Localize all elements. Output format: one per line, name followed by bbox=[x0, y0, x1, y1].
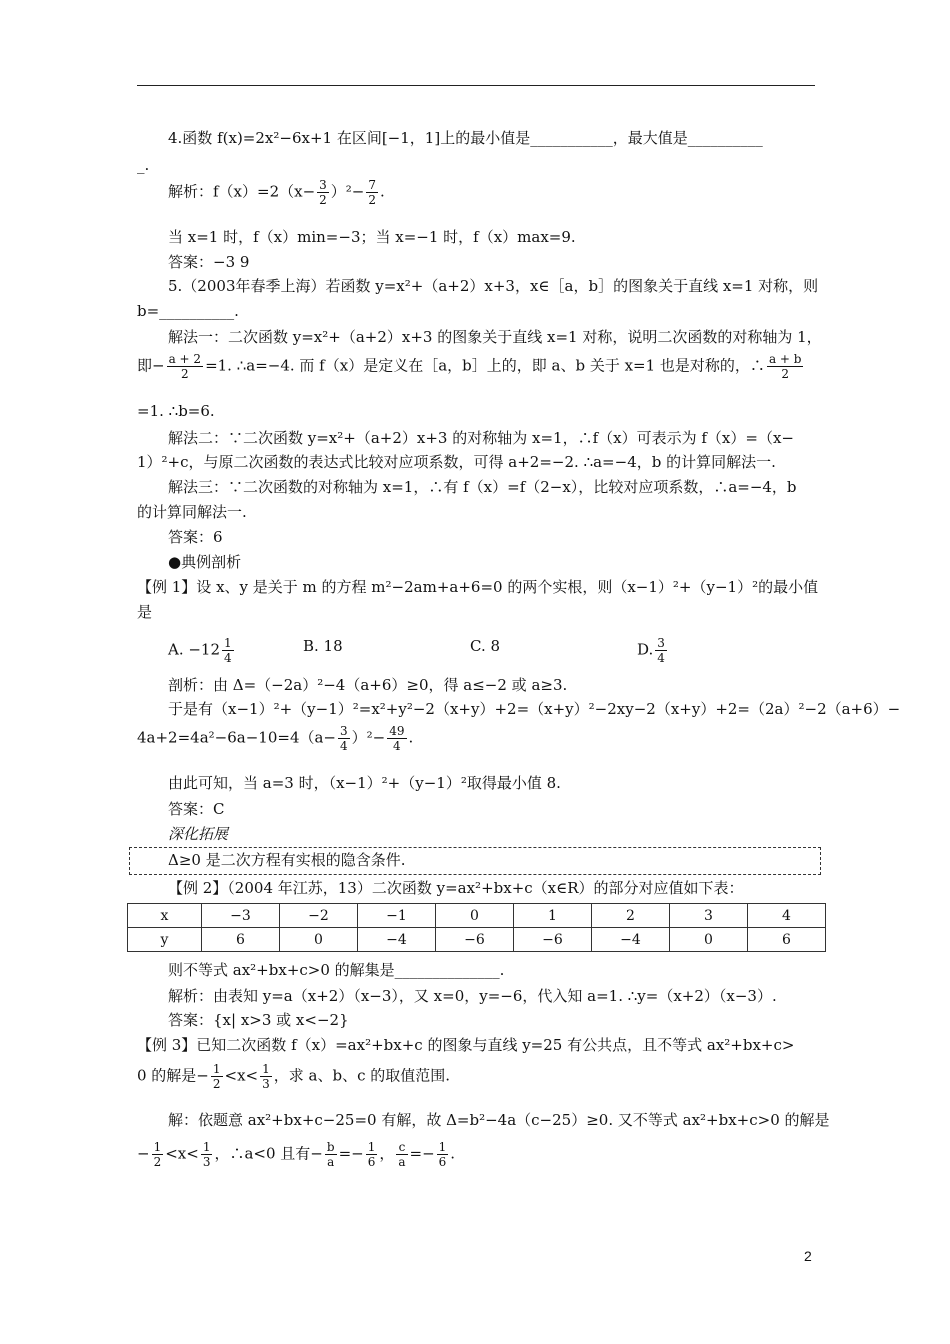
fraction: $\frac{3}{4}$ bbox=[340, 724, 348, 753]
table-row bbox=[128, 904, 826, 928]
table-cell: −4 bbox=[592, 928, 670, 952]
fraction: $\frac{a + 2}{2}$ bbox=[168, 352, 202, 381]
fraction: $\frac{7}{2}$ bbox=[368, 178, 377, 207]
value-table bbox=[127, 903, 826, 952]
fraction: $\frac{1}{2}$ bbox=[212, 1062, 221, 1091]
table-cell: −1 bbox=[358, 904, 436, 928]
table-cell: 0 bbox=[670, 928, 748, 952]
ex2-question: 【例 2】（2004 年江苏，13）二次函数 y=ax²+bx+c（x∈R）的部分对应值如下表： bbox=[168, 879, 744, 897]
q5-question: 5.（2003年春季上海）若函数 y=x²+（a+2）x+3，x∈［a，b］的图象关于直线 x=1 对称，则 bbox=[168, 277, 819, 295]
table-cell: 6 bbox=[748, 928, 826, 952]
ex1-analysis-line3: 4a+2=4a²−6a−10=4（a− $\frac{3}{4}$ ）²− $\frac{49}{4}$ . bbox=[137, 724, 414, 753]
q5-method1-line2: 即− $\frac{a + 2}{2}$ =1. ∴a=−4. 而 f（x）是定义在［a，b］上的，即 a、b 关于 x=1 也是对称的，∴ $\frac{a + b}{2}$ bbox=[137, 352, 802, 381]
fraction: $\frac{1}{6}$ bbox=[438, 1140, 447, 1169]
q4-question-cont: _. bbox=[137, 156, 150, 174]
header-rule bbox=[137, 85, 815, 86]
q5-method2-line2: 1）²+c，与原二次函数的表达式比较对应项系数，可得 a+2=−2. ∴a=−4，b 的计算同解法一. bbox=[137, 453, 776, 471]
ex3-question-cont: 0 的解是− $\frac{1}{2}$ <x< $\frac{1}{3}$ ，求 a、b、c 的取值范围. bbox=[137, 1062, 451, 1091]
ex1-option-c: C. 8 bbox=[470, 637, 501, 655]
table-cell: 3 bbox=[670, 904, 748, 928]
q4-answer: 答案：−3 9 bbox=[168, 253, 250, 271]
ex1-analysis-line2: 于是有（x−1）²+（y−1）²=x²+y²−2（x+y）+2=（x+y）²−2xy−2（x+y）+2=（2a）²−2（a+6）− bbox=[168, 700, 901, 718]
table-cell: 2 bbox=[592, 904, 670, 928]
deepen-title: 深化拓展 bbox=[168, 825, 229, 843]
ex1-question: 【例 1】设 x、y 是关于 m 的方程 m²−2am+a+6=0 的两个实根，则（x−1）²+（y−1）²的最小值 bbox=[137, 578, 819, 596]
table-cell: −3 bbox=[202, 904, 280, 928]
table-cell: −2 bbox=[280, 904, 358, 928]
ex3-question: 【例 3】已知二次函数 f（x）=ax²+bx+c 的图象与直线 y=25 有公共点，且不等式 ax²+bx+c> bbox=[137, 1036, 795, 1054]
table-cell: 0 bbox=[280, 928, 358, 952]
q5-method3-line2: 的计算同解法一. bbox=[137, 503, 247, 521]
fraction: $\frac{1}{6}$ bbox=[367, 1140, 376, 1169]
ex3-solution-line2: − $\frac{1}{2}$ <x< $\frac{1}{3}$ ，∴a<0 且有− $\frac{b}{a}$ =− $\frac{1}{6}$ ， $\frac{c}{a}$ =− $\frac{1}{6}$ . bbox=[137, 1140, 456, 1169]
fraction: $\frac{b}{a}$ bbox=[326, 1140, 335, 1169]
ex3-solution-line1: 解：依题意 ax²+bx+c−25=0 有解，故 Δ=b²−4a（c−25）≥0. 又不等式 ax²+bx+c>0 的解是 bbox=[168, 1111, 830, 1129]
ex1-option-a: A. −12 $\frac{1}{4}$ bbox=[168, 636, 232, 665]
q5-method2-line1: 解法二：∵二次函数 y=x²+（a+2）x+3 的对称轴为 x=1，∴f（x）可表示为 f（x）=（x− bbox=[168, 429, 794, 447]
fraction: $\frac{1}{3}$ bbox=[202, 1140, 211, 1169]
table-cell: −6 bbox=[436, 928, 514, 952]
table-cell: x bbox=[128, 904, 202, 928]
q5-method1-line3: =1. ∴b=6. bbox=[137, 402, 215, 420]
ex2-answer: 答案：{x| x>3 或 x<−2} bbox=[168, 1011, 349, 1029]
table-cell: −4 bbox=[358, 928, 436, 952]
ex1-option-b: B. 18 bbox=[303, 637, 343, 655]
section-title: ●典例剖析 bbox=[168, 553, 242, 571]
q5-question-cont: b=__________. bbox=[137, 302, 239, 320]
deepen-box-text: Δ≥0 是二次方程有实根的隐含条件. bbox=[168, 851, 406, 869]
q5-method1-line1: 解法一：二次函数 y=x²+（a+2）x+3 的图象关于直线 x=1 对称，说明二次函数的对称轴为 1， bbox=[168, 328, 822, 346]
table-row bbox=[128, 928, 826, 952]
table-cell: 4 bbox=[748, 904, 826, 928]
q4-question: 4.函数 f(x)=2x²−6x+1 在区间[−1，1]上的最小值是___________，最大值是__________ bbox=[168, 129, 763, 147]
fraction: $\frac{49}{4}$ bbox=[389, 724, 405, 753]
table-cell: −6 bbox=[514, 928, 592, 952]
q4-analysis-line2: 当 x=1 时，f（x）min=−3；当 x=−1 时，f（x）max=9. bbox=[168, 228, 576, 246]
table-cell: 0 bbox=[436, 904, 514, 928]
table-cell: y bbox=[128, 928, 202, 952]
ex2-inequality: 则不等式 ax²+bx+c>0 的解集是______________. bbox=[168, 961, 505, 979]
ex1-option-d: D. $\frac{3}{4}$ bbox=[637, 636, 665, 665]
fraction: $\frac{3}{2}$ bbox=[319, 178, 327, 207]
q5-answer: 答案：6 bbox=[168, 528, 223, 546]
ex1-analysis-line1: 剖析：由 Δ=（−2a）²−4（a+6）≥0，得 a≤−2 或 a≥3. bbox=[168, 676, 568, 694]
fraction: $\frac{1}{4}$ bbox=[224, 636, 232, 665]
table-cell: 1 bbox=[514, 904, 592, 928]
page-number: 2 bbox=[804, 1248, 812, 1264]
ex2-analysis: 解析：由表知 y=a（x+2）（x−3），又 x=0，y=−6，代入知 a=1. ∴y=（x+2）（x−3）. bbox=[168, 987, 777, 1005]
ex1-answer: 答案：C bbox=[168, 800, 225, 818]
table-cell: 6 bbox=[202, 928, 280, 952]
fraction: $\frac{c}{a}$ bbox=[398, 1140, 406, 1169]
fraction: $\frac{1}{3}$ bbox=[262, 1062, 270, 1091]
fraction: $\frac{1}{2}$ bbox=[153, 1140, 162, 1169]
q4-analysis: 解析：f（x）=2（x− $\frac{3}{2}$ ）²− $\frac{7}{2}$ . bbox=[168, 178, 385, 207]
fraction: $\frac{3}{4}$ bbox=[657, 636, 665, 665]
ex1-analysis-line4: 由此可知，当 a=3 时，（x−1）²+（y−1）²取得最小值 8. bbox=[168, 774, 561, 792]
ex1-question-cont: 是 bbox=[137, 603, 153, 621]
fraction: $\frac{a + b}{2}$ bbox=[768, 352, 802, 381]
q5-method3-line1: 解法三：∵二次函数的对称轴为 x=1，∴有 f（x）=f（2−x），比较对应项系数，∴a=−4，b bbox=[168, 478, 797, 496]
